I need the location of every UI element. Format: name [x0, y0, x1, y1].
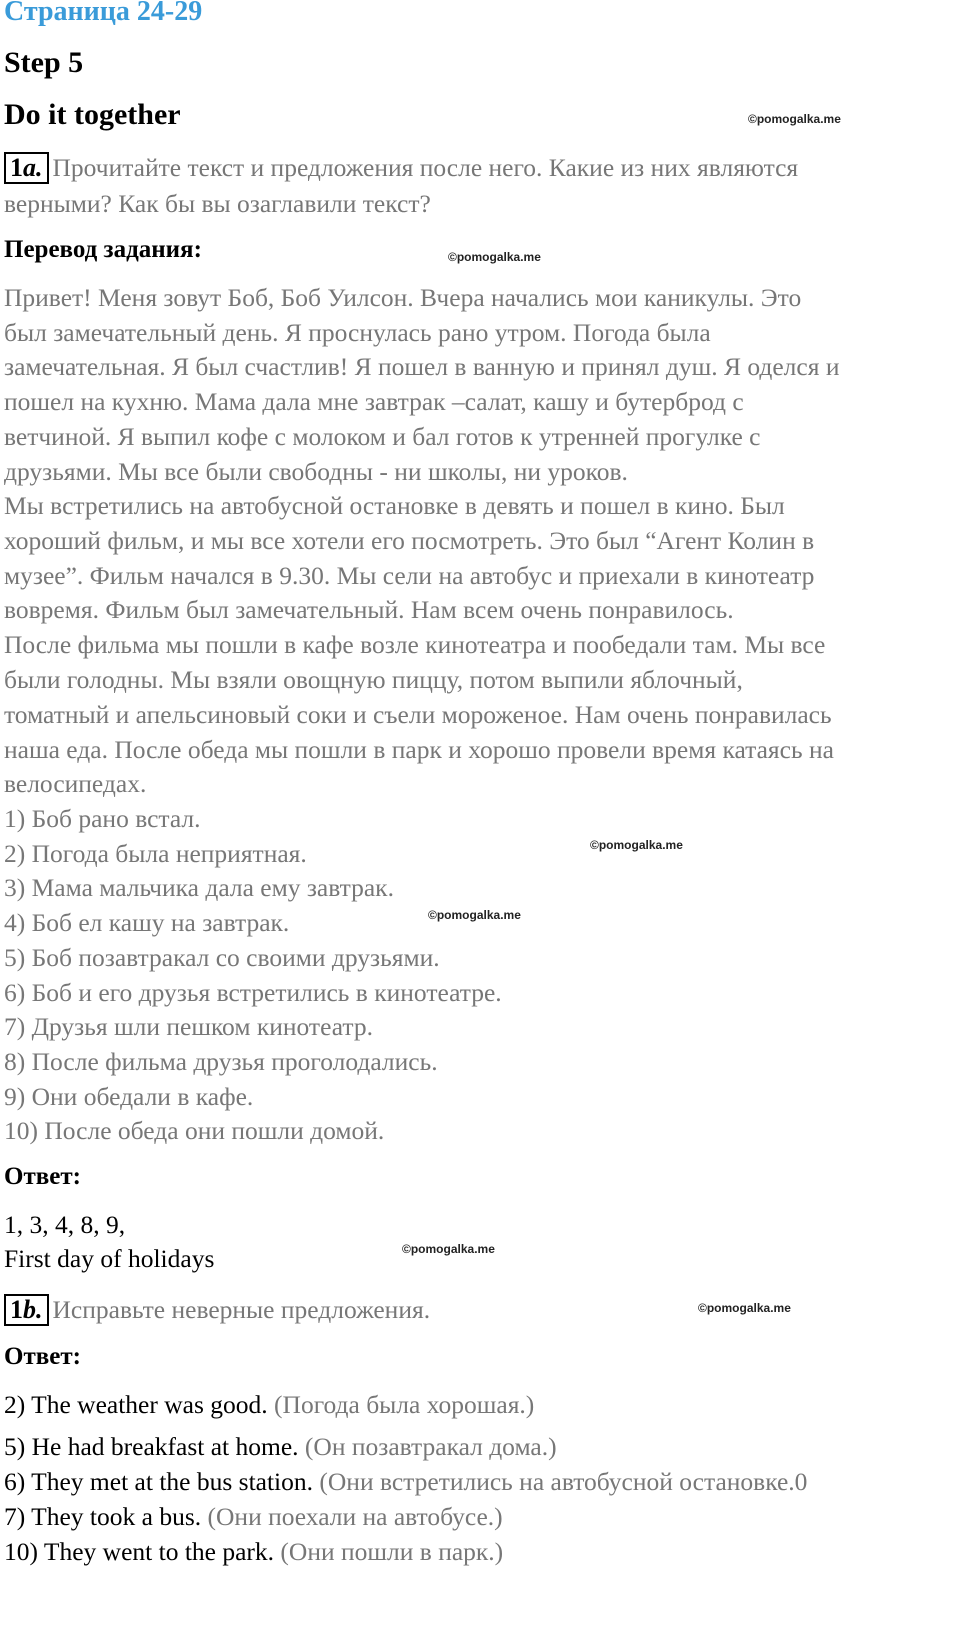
- watermark: ©pomogalka.me: [698, 1301, 791, 1315]
- answer-1b-item: 5) He had breakfast at home. (Он позавтракал дома.): [4, 1432, 557, 1461]
- text-line: вовремя. Фильм был замечательный. Нам всем очень понравилось.: [4, 595, 734, 624]
- task-1a-label: 1a.: [4, 152, 49, 184]
- statement-item: 7) Друзья шли пешком кинотеатр.: [4, 1012, 373, 1041]
- statement-item: 5) Боб позавтракал со своими друзьями.: [4, 943, 440, 972]
- text-line: были голодны. Мы взяли овощную пиццу, потом выпили яблочный,: [4, 665, 743, 694]
- statement-item: 8) После фильма друзья проголодались.: [4, 1047, 438, 1076]
- step-heading: Step 5: [4, 46, 84, 79]
- text-line: Привет! Меня зовут Боб, Боб Уилсон. Вчера начались мои каникулы. Это: [4, 283, 802, 312]
- statement-item: 3) Мама мальчика дала ему завтрак.: [4, 873, 394, 902]
- statement-item: 1) Боб рано встал.: [4, 804, 201, 833]
- text-line: хороший фильм, и мы все хотели его посмотреть. Это был “Агент Колин в: [4, 526, 815, 555]
- answer-1a-numbers: 1, 3, 4, 8, 9,: [4, 1210, 126, 1239]
- text-line: наша еда. После обеда мы пошли в парк и хорошо провели время катаясь на: [4, 735, 834, 764]
- answer-1b-item: 7) They took a bus. (Они поехали на автобусе.): [4, 1502, 503, 1531]
- text-line: друзьями. Мы все были свободны - ни школы, ни уроков.: [4, 457, 628, 486]
- text-line: музее”. Фильм начался в 9.30. Мы сели на автобус и приехали в кинотеатр: [4, 561, 815, 590]
- task-1b-label: 1b.: [4, 1294, 49, 1326]
- watermark: ©pomogalka.me: [590, 838, 683, 852]
- page-title: Страница 24-29: [4, 0, 203, 27]
- section-heading: Do it together: [4, 98, 181, 131]
- text-line: был замечательный день. Я проснулась рано утром. Погода была: [4, 318, 711, 347]
- task-1a-line-2: верными? Как бы вы озаглавили текст?: [4, 189, 431, 218]
- statement-item: 10) После обеда они пошли домой.: [4, 1116, 385, 1145]
- text-line: томатный и апельсиновый соки и съели мороженое. Нам очень понравилась: [4, 700, 832, 729]
- answer-1b-item: 6) They met at the bus station. (Они встретились на автобусной остановке.0: [4, 1467, 808, 1496]
- text-line: ветчиной. Я выпил кофе с молоком и бал готов к утренней прогулке с: [4, 422, 761, 451]
- text-line: Мы встретились на автобусной остановке в девять и пошел в кино. Был: [4, 491, 785, 520]
- statement-item: 4) Боб ел кашу на завтрак.: [4, 908, 290, 937]
- statement-item: 6) Боб и его друзья встретились в кинотеатре.: [4, 978, 502, 1007]
- watermark: ©pomogalka.me: [448, 250, 541, 264]
- translation-heading: Перевод задания:: [4, 236, 202, 263]
- answer-1b-item: 10) They went to the park. (Они пошли в парк.): [4, 1537, 504, 1566]
- watermark: ©pomogalka.me: [748, 112, 841, 126]
- watermark: ©pomogalka.me: [428, 908, 521, 922]
- text-line: замечательная. Я был счастлив! Я пошел в ванную и принял душ. Я оделся и: [4, 352, 840, 381]
- task-1a-line-1: 1a. Прочитайте текст и предложения после него. Какие из них являются: [4, 152, 798, 184]
- answer-1a-title: First day of holidays: [4, 1244, 215, 1273]
- statement-item: 9) Они обедали в кафе.: [4, 1082, 254, 1111]
- text-line: пошел на кухню. Мама дала мне завтрак –салат, кашу и бутерброд с: [4, 387, 744, 416]
- text-line: После фильма мы пошли в кафе возле кинотеатра и пообедали там. Мы все: [4, 630, 826, 659]
- text-line: велосипедах.: [4, 769, 147, 798]
- statement-item: 2) Погода была неприятная.: [4, 839, 307, 868]
- watermark: ©pomogalka.me: [402, 1242, 495, 1256]
- answer-heading: Ответ:: [4, 1343, 81, 1370]
- answer-heading: Ответ:: [4, 1163, 81, 1190]
- task-1b-line: 1b. Исправьте неверные предложения.: [4, 1294, 430, 1326]
- answer-1b-item: 2) The weather was good. (Погода была хорошая.): [4, 1390, 535, 1419]
